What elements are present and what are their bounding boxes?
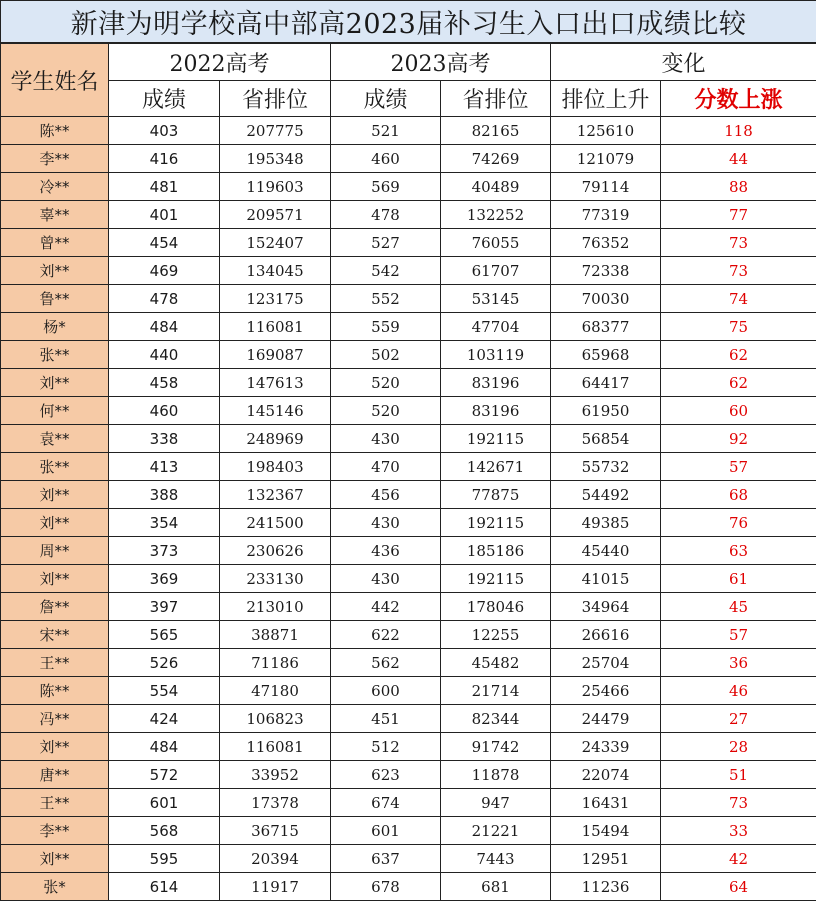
student-name-cell[interactable]: 刘**: [1, 257, 109, 285]
rank-2023-cell[interactable]: 192115: [441, 425, 551, 453]
student-name-cell[interactable]: 杨*: [1, 313, 109, 341]
student-name-cell[interactable]: 王**: [1, 789, 109, 817]
rank-rise-cell[interactable]: 61950: [551, 397, 661, 425]
table-row: [1, 789, 816, 817]
score-rise-cell[interactable]: 62: [661, 341, 816, 369]
score-2023-cell[interactable]: 521: [331, 117, 441, 145]
score-rise-cell[interactable]: 75: [661, 313, 816, 341]
rank-2022-cell[interactable]: 233130: [220, 565, 331, 593]
score-2022-cell[interactable]: 481: [109, 173, 220, 201]
rank-rise-cell[interactable]: 25466: [551, 677, 661, 705]
score-rise-cell[interactable]: 73: [661, 257, 816, 285]
score-rise-cell[interactable]: 42: [661, 845, 816, 873]
rank-rise-cell[interactable]: 65968: [551, 341, 661, 369]
score-2022-cell[interactable]: 458: [109, 369, 220, 397]
score-rise-cell[interactable]: 68: [661, 481, 816, 509]
score-2022-cell[interactable]: 568: [109, 817, 220, 845]
rank-2023-cell[interactable]: 82344: [441, 705, 551, 733]
rank-2023-cell[interactable]: 21221: [441, 817, 551, 845]
student-name-cell[interactable]: 唐**: [1, 761, 109, 789]
score-2022-cell[interactable]: 401: [109, 201, 220, 229]
rank-rise-cell[interactable]: 56854: [551, 425, 661, 453]
rank-rise-cell[interactable]: 64417: [551, 369, 661, 397]
rank-rise-cell[interactable]: 34964: [551, 593, 661, 621]
score-2022-cell[interactable]: 565: [109, 621, 220, 649]
score-rise-cell[interactable]: 33: [661, 817, 816, 845]
student-name-cell[interactable]: 宋**: [1, 621, 109, 649]
score-2023-cell[interactable]: 559: [331, 313, 441, 341]
score-2022-cell[interactable]: 413: [109, 453, 220, 481]
rank-2023-cell[interactable]: 681: [441, 873, 551, 901]
score-2023-cell[interactable]: 430: [331, 425, 441, 453]
table-row: [1, 425, 816, 453]
rank-rise-cell[interactable]: 79114: [551, 173, 661, 201]
rank-rise-cell[interactable]: 77319: [551, 201, 661, 229]
table-row: [1, 285, 816, 313]
score-2023-cell[interactable]: 569: [331, 173, 441, 201]
rank-2023-cell[interactable]: 83196: [441, 369, 551, 397]
score-2022-header[interactable]: 成绩: [109, 81, 220, 117]
column-header-row: [1, 81, 816, 117]
score-2023-cell[interactable]: 456: [331, 481, 441, 509]
student-name-cell[interactable]: 李**: [1, 145, 109, 173]
student-name-cell[interactable]: 王**: [1, 649, 109, 677]
rank-rise-cell[interactable]: 22074: [551, 761, 661, 789]
rank-2023-cell[interactable]: 185186: [441, 537, 551, 565]
student-name-cell[interactable]: 曾**: [1, 229, 109, 257]
title-row: [1, 1, 816, 44]
rank-rise-cell[interactable]: 54492: [551, 481, 661, 509]
score-rise-cell[interactable]: 45: [661, 593, 816, 621]
rank-rise-cell[interactable]: 45440: [551, 537, 661, 565]
score-2023-cell[interactable]: 502: [331, 341, 441, 369]
rank-2022-cell[interactable]: 195348: [220, 145, 331, 173]
score-2023-cell[interactable]: 512: [331, 733, 441, 761]
table-row: [1, 369, 816, 397]
score-2022-cell[interactable]: 424: [109, 705, 220, 733]
score-2023-cell[interactable]: 430: [331, 565, 441, 593]
student-name-cell[interactable]: 袁**: [1, 425, 109, 453]
rank-rise-cell[interactable]: 76352: [551, 229, 661, 257]
score-2023-cell[interactable]: 678: [331, 873, 441, 901]
rank-2022-cell[interactable]: 38871: [220, 621, 331, 649]
score-2023-cell[interactable]: 451: [331, 705, 441, 733]
table-row: [1, 677, 816, 705]
table-row: [1, 257, 816, 285]
score-rise-cell[interactable]: 63: [661, 537, 816, 565]
table-row: [1, 761, 816, 789]
sheet-title[interactable]: 新津为明学校高中部高2023届补习生入口出口成绩比较: [1, 1, 816, 44]
rank-2023-cell[interactable]: 45482: [441, 649, 551, 677]
score-rise-cell[interactable]: 88: [661, 173, 816, 201]
rank-rise-cell[interactable]: 49385: [551, 509, 661, 537]
table-row: [1, 481, 816, 509]
student-name-cell[interactable]: 陈**: [1, 117, 109, 145]
rank-2022-cell[interactable]: 213010: [220, 593, 331, 621]
score-2023-cell[interactable]: 470: [331, 453, 441, 481]
student-name-cell[interactable]: 刘**: [1, 509, 109, 537]
score-2023-cell[interactable]: 430: [331, 509, 441, 537]
score-2023-cell[interactable]: 478: [331, 201, 441, 229]
student-name-cell[interactable]: 刘**: [1, 369, 109, 397]
score-2023-header[interactable]: 成绩: [331, 81, 441, 117]
data-rows: [1, 117, 816, 901]
table-row: [1, 593, 816, 621]
rank-2022-cell[interactable]: 33952: [220, 761, 331, 789]
rank-2023-cell[interactable]: 77875: [441, 481, 551, 509]
score-rise-cell[interactable]: 62: [661, 369, 816, 397]
student-name-cell[interactable]: 陈**: [1, 677, 109, 705]
rank-2022-cell[interactable]: 71186: [220, 649, 331, 677]
score-rise-cell[interactable]: 77: [661, 201, 816, 229]
score-2023-cell[interactable]: 542: [331, 257, 441, 285]
rank-2022-cell[interactable]: 116081: [220, 733, 331, 761]
rank-2022-cell[interactable]: 17378: [220, 789, 331, 817]
score-2023-cell[interactable]: 622: [331, 621, 441, 649]
rank-2022-cell[interactable]: 123175: [220, 285, 331, 313]
rank-rise-cell[interactable]: 72338: [551, 257, 661, 285]
rank-2022-cell[interactable]: 152407: [220, 229, 331, 257]
rank-rise-cell[interactable]: 26616: [551, 621, 661, 649]
score-2023-cell[interactable]: 436: [331, 537, 441, 565]
rank-2023-cell[interactable]: 83196: [441, 397, 551, 425]
rank-2022-cell[interactable]: 106823: [220, 705, 331, 733]
table-row: [1, 397, 816, 425]
score-rise-cell[interactable]: 27: [661, 705, 816, 733]
rank-rise-cell[interactable]: 24479: [551, 705, 661, 733]
group-change-header[interactable]: 变化: [551, 43, 816, 81]
score-2022-cell[interactable]: 484: [109, 313, 220, 341]
rank-2022-cell[interactable]: 119603: [220, 173, 331, 201]
table-row: [1, 453, 816, 481]
group-2022-header[interactable]: 2022高考: [109, 43, 331, 81]
score-rise-cell[interactable]: 28: [661, 733, 816, 761]
rank-2022-cell[interactable]: 145146: [220, 397, 331, 425]
rank-2022-cell[interactable]: 198403: [220, 453, 331, 481]
rank-2023-cell[interactable]: 947: [441, 789, 551, 817]
score-2023-cell[interactable]: 520: [331, 397, 441, 425]
rank-2022-cell[interactable]: 116081: [220, 313, 331, 341]
rank-2022-cell[interactable]: 134045: [220, 257, 331, 285]
student-name-cell[interactable]: 李**: [1, 817, 109, 845]
score-2023-cell[interactable]: 552: [331, 285, 441, 313]
rank-rise-cell[interactable]: 70030: [551, 285, 661, 313]
rank-rise-cell[interactable]: 68377: [551, 313, 661, 341]
score-2022-cell[interactable]: 469: [109, 257, 220, 285]
student-name-cell[interactable]: 张**: [1, 341, 109, 369]
table-row: [1, 845, 816, 873]
rank-2022-cell[interactable]: 169087: [220, 341, 331, 369]
score-2022-cell[interactable]: 397: [109, 593, 220, 621]
rank-rise-cell[interactable]: 41015: [551, 565, 661, 593]
student-name-header[interactable]: 学生姓名: [1, 43, 109, 117]
score-rise-cell[interactable]: 73: [661, 229, 816, 257]
table-row: [1, 873, 816, 901]
table-row: [1, 117, 816, 145]
rank-2022-header[interactable]: 省排位: [220, 81, 331, 117]
score-rise-cell[interactable]: 92: [661, 425, 816, 453]
score-2022-cell[interactable]: 595: [109, 845, 220, 873]
score-2023-cell[interactable]: 460: [331, 145, 441, 173]
student-name-cell[interactable]: 刘**: [1, 565, 109, 593]
score-rise-cell[interactable]: 44: [661, 145, 816, 173]
score-rise-cell[interactable]: 61: [661, 565, 816, 593]
rank-rise-cell[interactable]: 15494: [551, 817, 661, 845]
score-2023-cell[interactable]: 520: [331, 369, 441, 397]
rank-2022-cell[interactable]: 147613: [220, 369, 331, 397]
score-2023-cell[interactable]: 562: [331, 649, 441, 677]
rank-2022-cell[interactable]: 47180: [220, 677, 331, 705]
score-rise-cell[interactable]: 73: [661, 789, 816, 817]
rank-2023-cell[interactable]: 91742: [441, 733, 551, 761]
rank-rise-header[interactable]: 排位上升: [551, 81, 661, 117]
rank-2023-cell[interactable]: 74269: [441, 145, 551, 173]
table-row: [1, 145, 816, 173]
student-name-cell[interactable]: 冯**: [1, 705, 109, 733]
rank-2023-cell[interactable]: 103119: [441, 341, 551, 369]
score-2022-cell[interactable]: 484: [109, 733, 220, 761]
student-name-cell[interactable]: 何**: [1, 397, 109, 425]
score-2022-cell[interactable]: 614: [109, 873, 220, 901]
score-rise-cell[interactable]: 60: [661, 397, 816, 425]
rank-2023-cell[interactable]: 40489: [441, 173, 551, 201]
score-rise-cell[interactable]: 51: [661, 761, 816, 789]
table-row: [1, 817, 816, 845]
student-name-cell[interactable]: 张**: [1, 453, 109, 481]
rank-2023-cell[interactable]: 21714: [441, 677, 551, 705]
rank-2023-cell[interactable]: 76055: [441, 229, 551, 257]
score-2023-cell[interactable]: 623: [331, 761, 441, 789]
rank-2023-header[interactable]: 省排位: [441, 81, 551, 117]
rank-2023-cell[interactable]: 82165: [441, 117, 551, 145]
score-2022-cell[interactable]: 373: [109, 537, 220, 565]
table-row: [1, 173, 816, 201]
table-row: [1, 341, 816, 369]
score-2022-cell[interactable]: 554: [109, 677, 220, 705]
group-2023-header[interactable]: 2023高考: [331, 43, 551, 81]
group-header-row: [1, 43, 816, 81]
score-2022-cell[interactable]: 416: [109, 145, 220, 173]
table-row: [1, 705, 816, 733]
rank-2022-cell[interactable]: 248969: [220, 425, 331, 453]
score-2023-cell[interactable]: 601: [331, 817, 441, 845]
table-row: [1, 229, 816, 257]
score-2022-cell[interactable]: 454: [109, 229, 220, 257]
rank-2023-cell[interactable]: 53145: [441, 285, 551, 313]
rank-2023-cell[interactable]: 192115: [441, 509, 551, 537]
rank-2023-cell[interactable]: 11878: [441, 761, 551, 789]
score-2022-cell[interactable]: 440: [109, 341, 220, 369]
score-2023-cell[interactable]: 527: [331, 229, 441, 257]
rank-2022-cell[interactable]: 207775: [220, 117, 331, 145]
rank-2023-cell[interactable]: 132252: [441, 201, 551, 229]
score-2022-cell[interactable]: 460: [109, 397, 220, 425]
score-rise-cell[interactable]: 57: [661, 453, 816, 481]
score-2022-cell[interactable]: 338: [109, 425, 220, 453]
score-2022-cell[interactable]: 388: [109, 481, 220, 509]
student-name-cell[interactable]: 刘**: [1, 733, 109, 761]
rank-2022-cell[interactable]: 132367: [220, 481, 331, 509]
student-name-cell[interactable]: 刘**: [1, 481, 109, 509]
score-rise-cell[interactable]: 118: [661, 117, 816, 145]
score-rise-cell[interactable]: 46: [661, 677, 816, 705]
rank-2023-cell[interactable]: 7443: [441, 845, 551, 873]
rank-2022-cell[interactable]: 36715: [220, 817, 331, 845]
rank-2022-cell[interactable]: 241500: [220, 509, 331, 537]
student-name-cell[interactable]: 鲁**: [1, 285, 109, 313]
score-2022-cell[interactable]: 354: [109, 509, 220, 537]
rank-rise-cell[interactable]: 55732: [551, 453, 661, 481]
student-name-cell[interactable]: 詹**: [1, 593, 109, 621]
rank-2022-cell[interactable]: 20394: [220, 845, 331, 873]
score-2022-cell[interactable]: 526: [109, 649, 220, 677]
table-row: [1, 621, 816, 649]
student-name-cell[interactable]: 辜**: [1, 201, 109, 229]
student-name-cell[interactable]: 张*: [1, 873, 109, 901]
table-row: [1, 733, 816, 761]
score-2022-cell[interactable]: 572: [109, 761, 220, 789]
table-row: [1, 201, 816, 229]
rank-rise-cell[interactable]: 16431: [551, 789, 661, 817]
student-name-cell[interactable]: 刘**: [1, 845, 109, 873]
rank-rise-cell[interactable]: 11236: [551, 873, 661, 901]
table-row: [1, 649, 816, 677]
rank-2022-cell[interactable]: 11917: [220, 873, 331, 901]
rank-2023-cell[interactable]: 142671: [441, 453, 551, 481]
rank-2023-cell[interactable]: 178046: [441, 593, 551, 621]
score-2023-cell[interactable]: 674: [331, 789, 441, 817]
table-row: [1, 537, 816, 565]
rank-rise-cell[interactable]: 125610: [551, 117, 661, 145]
score-2023-cell[interactable]: 637: [331, 845, 441, 873]
rank-rise-cell[interactable]: 24339: [551, 733, 661, 761]
rank-2023-cell[interactable]: 47704: [441, 313, 551, 341]
score-2023-cell[interactable]: 442: [331, 593, 441, 621]
score-rise-cell[interactable]: 74: [661, 285, 816, 313]
rank-rise-cell[interactable]: 121079: [551, 145, 661, 173]
rank-2022-cell[interactable]: 230626: [220, 537, 331, 565]
score-rise-cell[interactable]: 76: [661, 509, 816, 537]
rank-2023-cell[interactable]: 12255: [441, 621, 551, 649]
table-row: [1, 509, 816, 537]
rank-2023-cell[interactable]: 61707: [441, 257, 551, 285]
score-rise-cell[interactable]: 64: [661, 873, 816, 901]
table-row: [1, 313, 816, 341]
rank-2023-cell[interactable]: 192115: [441, 565, 551, 593]
score-2022-cell[interactable]: 369: [109, 565, 220, 593]
score-rise-cell[interactable]: 36: [661, 649, 816, 677]
score-2023-cell[interactable]: 600: [331, 677, 441, 705]
student-name-cell[interactable]: 周**: [1, 537, 109, 565]
score-2022-cell[interactable]: 601: [109, 789, 220, 817]
rank-2022-cell[interactable]: 209571: [220, 201, 331, 229]
score-rise-cell[interactable]: 57: [661, 621, 816, 649]
rank-rise-cell[interactable]: 25704: [551, 649, 661, 677]
score-2022-cell[interactable]: 478: [109, 285, 220, 313]
score-2022-cell[interactable]: 403: [109, 117, 220, 145]
score-rise-header[interactable]: 分数上涨: [661, 81, 816, 117]
student-name-cell[interactable]: 冷**: [1, 173, 109, 201]
rank-rise-cell[interactable]: 12951: [551, 845, 661, 873]
table-row: [1, 565, 816, 593]
